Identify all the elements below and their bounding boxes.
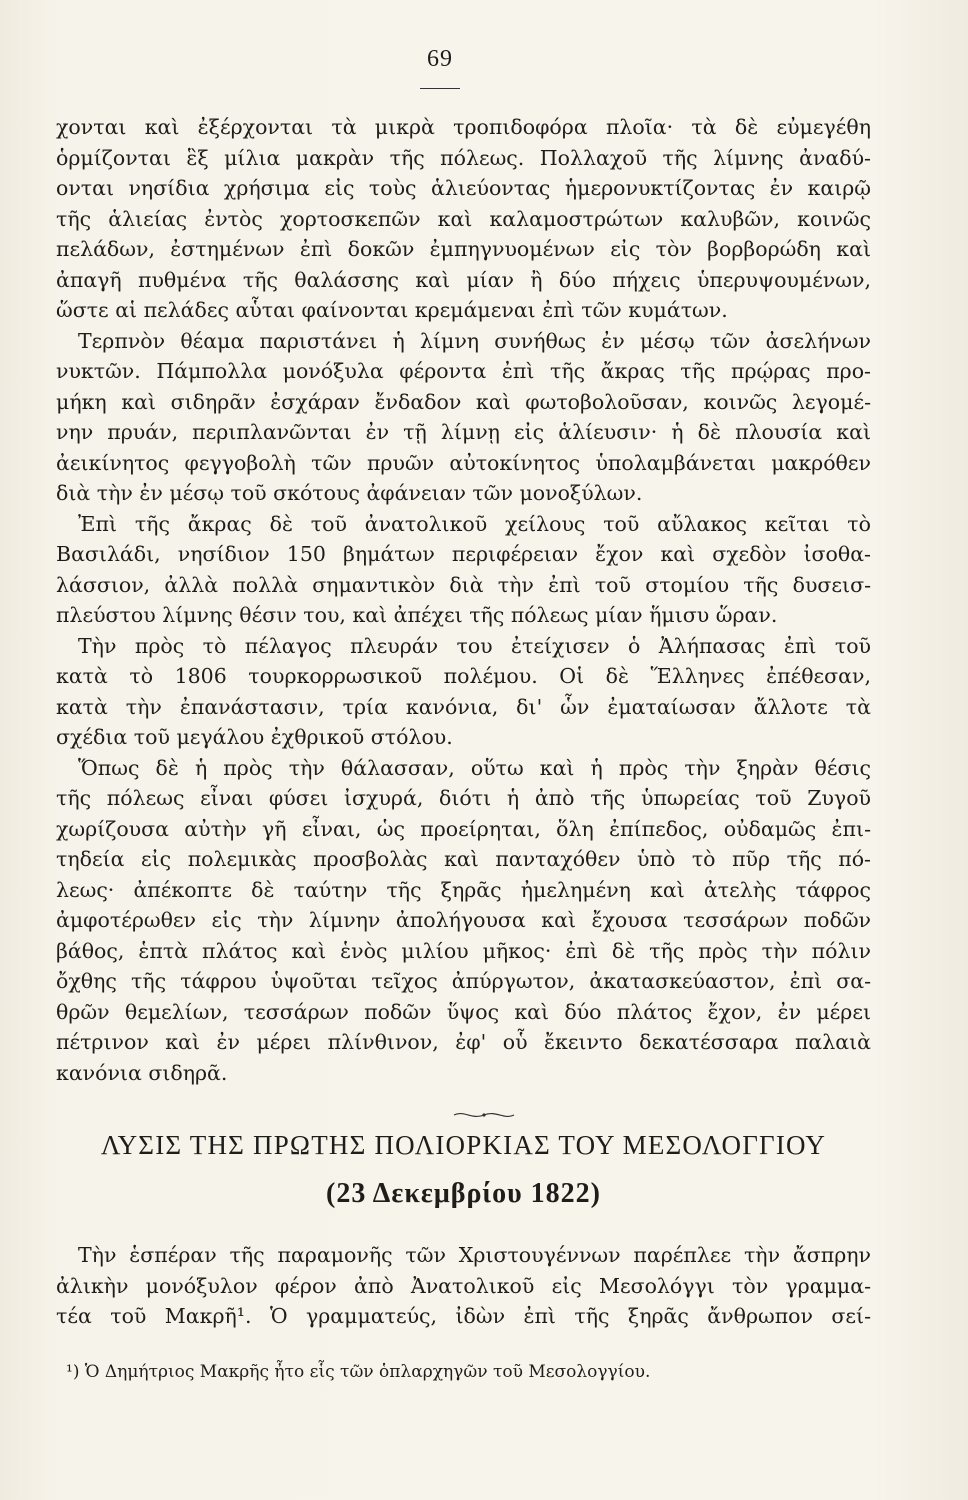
text-line: ἀεικίνητος φεγγοβολὴ τῶν πρυῶν αὐτοκίνητος ὑπολαμβάνεται μακρόθεν: [56, 450, 871, 475]
text-line: τέα τοῦ Μακρῆ¹. Ὁ γραμματεύς, ἰδὼν ἐπὶ τῆς ξηρᾶς ἄνθρωπον σεί-: [56, 1304, 871, 1328]
section-heading: ΛΥΣΙΣ ΤΗΣ ΠΡΩΤΗΣ ΠΟΛΙΟΡΚΙΑΣ ΤΟΥ ΜΕΣΟΛΟΓΓΙΟΥ: [100, 1130, 827, 1160]
text-line: ἀμφοτέρωθεν εἰς τὴν λίμνην ἀπολήγουσα καὶ ἔχουσα τεσσάρων ποδῶν: [56, 908, 871, 932]
text-line: λάσσιον, ἀλλὰ πολλὰ σημαντικὸν διὰ τὴν ἐπὶ τοῦ στομίου τῆς δυσεισ-: [56, 572, 871, 597]
section-date: (23 Δεκεμβρίου 1822): [326, 1178, 601, 1209]
page-number: 69: [427, 46, 453, 72]
text-line: πελάδων, ἐστημένων ἐπὶ δοκῶν ἐμπηγνυομένων εἰς τὸν βορβορώδη καὶ: [56, 237, 871, 261]
text-line: ὥστε αἱ πελάδες αὗται φαίνονται κρεμάμεναι ἐπὶ τῶν κυμάτων.: [56, 298, 728, 322]
text-line: νην πρυάν, περιπλανῶνται ἐν τῇ λίμνῃ εἰς ἁλίευσιν· ἡ δὲ πλουσία καὶ: [56, 420, 871, 444]
section-text-block: [56, 1240, 871, 1332]
text-line: ονται νησίδια χρήσιμα εἰς τοὺς ἁλιεύοντας ἡμερονυκτίζοντας ἐν καιρῷ: [56, 176, 871, 200]
text-line: βάθος, ἑπτὰ πλάτος καὶ ἑνὸς μιλίου μῆκος· ἐπὶ δὲ τῆς πρὸς τὴν πόλιν: [56, 938, 871, 963]
text-line: Βασιλάδι, νησίδιον 150 βημάτων περιφέρειαν ἔχον καὶ σχεδὸν ἰσοθα-: [56, 542, 871, 566]
text-line: μήκη καὶ σιδηρᾶν ἐσχάραν ἔνδαδον καὶ φωτοβολοῦσαν, κοινῶς λεγομέ-: [56, 389, 871, 414]
text-line: κατὰ τὸ 1806 τουρκορρωσικοῦ πολέμου. Οἱ δὲ Ἕλληνες ἐπέθεσαν,: [56, 664, 871, 688]
text-line: χονται καὶ ἐξέρχονται τὰ μικρὰ τροπιδοφόρα πλοῖα· τὰ δὲ εὐμεγέθη: [56, 115, 871, 139]
text-line: νυκτῶν. Πάμπολλα μονόξυλα φέροντα ἐπὶ τῆς ἄκρας τῆς πρῴρας προ-: [56, 359, 871, 383]
footnote-marker: ¹): [66, 1362, 80, 1382]
section-ornament: [0, 1108, 968, 1124]
text-line: πλεύστου λίμνης θέσιν του, καὶ ἀπέχει τῆς πόλεως μίαν ἥμισυ ὥραν.: [56, 603, 778, 627]
text-line: ὄχθης τῆς τάφρου ὑψοῦται τεῖχος ἀπύργωτον, ἀκατασκεύαστον, ἐπὶ σα-: [56, 969, 871, 993]
text-line: τῆς ἁλιείας ἐντὸς χορτοσκεπῶν καὶ καλαμοστρώτων καλυβῶν, κοινῶς: [56, 206, 871, 231]
text-line: ὁρμίζονται ἓξ μίλια μακρὰν τῆς πόλεως. Πολλαχοῦ τῆς λίμνης ἀναδύ-: [56, 145, 871, 170]
text-line: σχέδια τοῦ μεγάλου ἐχθρικοῦ στόλου.: [56, 725, 453, 749]
text-line: ἀπαγῆ πυθμένα τῆς θαλάσσης καὶ μίαν ἢ δύο πήχεις ὑπερυψουμένων,: [56, 267, 871, 292]
text-line: ἀλικὴν μονόξυλον φέρον ἀπὸ Ἀνατολικοῦ εἰς Μεσολόγγι τὸν γραμμα-: [56, 1273, 871, 1298]
text-line: διὰ τὴν ἐν μέσῳ τοῦ σκότους ἀφάνειαν τῶν μονοξύλων.: [56, 481, 643, 505]
footnote: [66, 1362, 866, 1382]
text-line: κατὰ τὴν ἐπανάστασιν, τρία κανόνια, δι' ὧν ἐματαίωσαν ἄλλοτε τὰ: [56, 694, 871, 719]
text-line: θρῶν θεμελίων, τεσσάρων ποδῶν ὕψος καὶ δύο πλάτος ἔχον, ἐν μέρει: [56, 999, 871, 1024]
text-line: τῆς πόλεως εἶναι φύσει ἰσχυρά, διότι ἡ ἀπὸ τῆς ὑπωρείας τοῦ Ζυγοῦ: [56, 786, 871, 810]
text-line: πέτρινον καὶ ἐν μέρει πλίνθινον, ἐφ' οὗ ἔκειντο δεκατέσσαρα παλαιὰ: [56, 1030, 871, 1054]
flourish-icon: [452, 1110, 516, 1120]
text-line: τηδεία εἰς πολεμικὰς προσβολὰς καὶ πανταχόθεν ὑπὸ τὸ πῦρ τῆς πό-: [56, 847, 871, 871]
footnote-text: Ὁ Δημήτριος Μακρῆς ἦτο εἷς τῶν ὁπλαρχηγῶν τοῦ Μεσολογγίου.: [84, 1362, 651, 1382]
text-line: Ἐπὶ τῆς ἄκρας δὲ τοῦ ἀνατολικοῦ χείλους τοῦ αὔλακος κεῖται τὸ: [78, 511, 871, 536]
page-number-rule: [420, 88, 460, 89]
text-line: Τὴν πρὸς τὸ πέλαγος πλευράν του ἐτείχισεν ὁ Ἀλήπασας ἐπὶ τοῦ: [78, 633, 871, 658]
text-line: Τὴν ἑσπέραν τῆς παραμονῆς τῶν Χριστουγέννων παρέπλεε τὴν ἄσπρην: [78, 1243, 871, 1267]
main-text-block: [56, 112, 871, 1088]
text-line: χωρίζουσα αὐτὴν γῆ εἶναι, ὡς προείρηται, ὅλη ἐπίπεδος, οὐδαμῶς ἐπι-: [56, 816, 871, 841]
text-line: λεως· ἀπέκοπτε δὲ ταύτην τῆς ξηρᾶς ἠμελημένη καὶ ἀτελὴς τάφρος: [56, 877, 871, 902]
text-line: Τερπνὸν θέαμα παριστάνει ἡ λίμνη συνήθως ἐν μέσῳ τῶν ἀσελήνων: [78, 328, 871, 353]
text-line: κανόνια σιδηρᾶ.: [56, 1060, 228, 1085]
text-line: Ὅπως δὲ ἡ πρὸς τὴν θάλασσαν, οὕτω καὶ ἡ πρὸς τὴν ξηρὰν θέσις: [78, 755, 871, 780]
